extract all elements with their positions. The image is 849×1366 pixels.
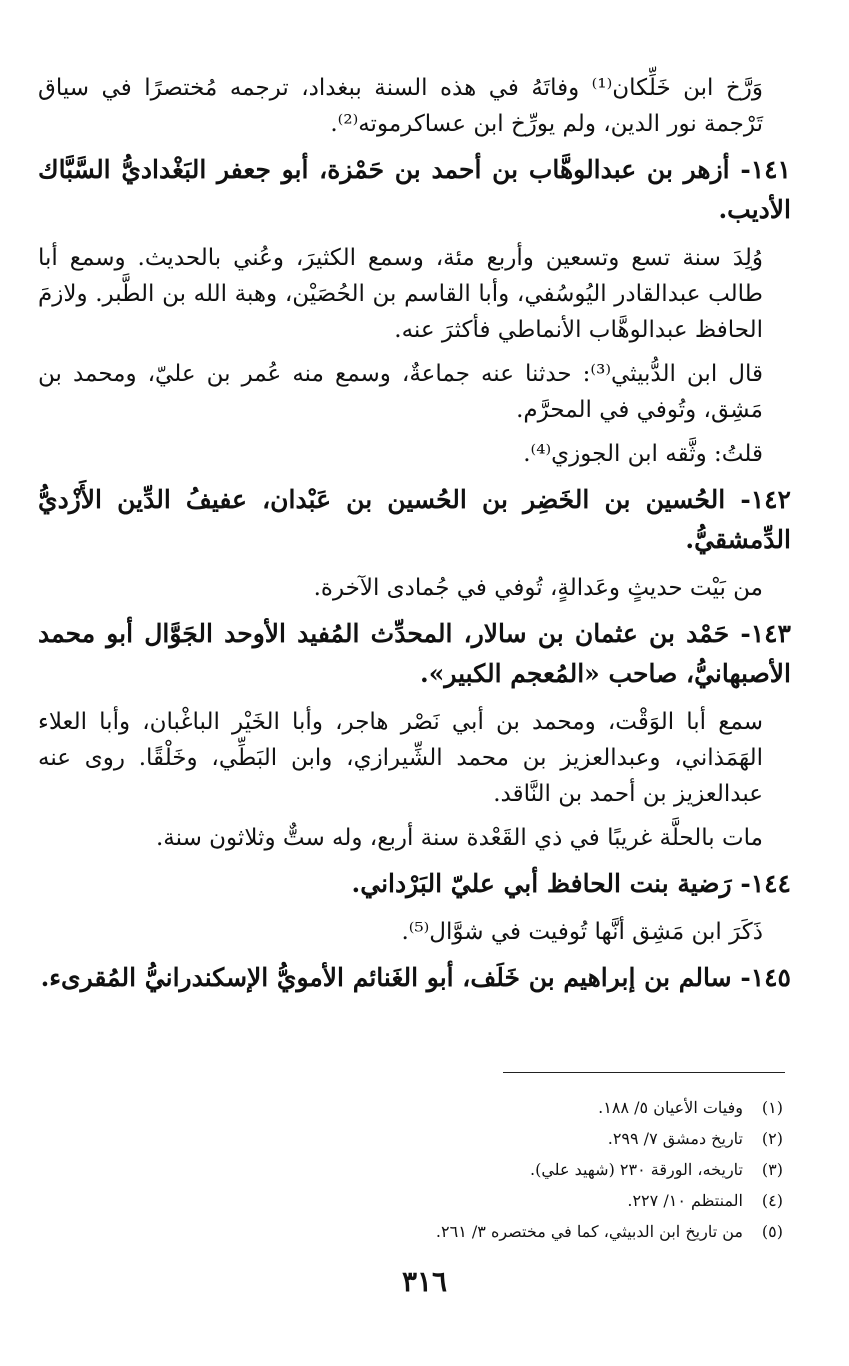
entry-144-paragraph: ذَكَرَ ابن مَشِق أنَّها تُوفيت في شوَّال⁽⁵⁾. xyxy=(401,919,763,945)
paragraph-intro: وَرَّخ ابن خَلِّكان⁽¹⁾ وفاتَهُ في هذه السنة ببغداد، ترجمه مُختصرًا في سياق تَرْجمة نور الدين، ولم يورِّخ ابن عساكرموته⁽²⁾. xyxy=(38,75,763,137)
entry-heading-143: ١٤٣- حَمْد بن عثمان بن سالار، المحدِّث المُفيد الأوحد الجَوَّال أبو محمد الأصبهانيُّ، صاحب «المُعجم الكبير». xyxy=(38,619,791,688)
entry-heading-144: ١٤٤- رَضية بنت الحافظ أبي عليّ البَرْداني. xyxy=(351,869,791,898)
footnote-text: من تاريخ ابن الدبيثي، كما في مختصره ٣/ ٢٦١. xyxy=(435,1222,743,1241)
footnote-marker: (٥) xyxy=(761,1222,783,1241)
entry-141-paragraph-1: وُلِدَ سنة تسع وتسعين وأربع مئة، وسمع الكثيرَ، وعُني بالحديث. وسمع أبا طالب عبدالقادر اليُوسُفي، وأبا القاسم بن الحُصَيْن، وهبة الله بن الطَّبر. ولازمَ الحافظ عبدالوهَّاب الأنماطي فأكثرَ عنه. xyxy=(38,245,763,343)
footnote-marker: (٤) xyxy=(761,1191,783,1210)
footnote-text: تاريخ دمشق ٧/ ٢٩٩. xyxy=(607,1129,743,1148)
entry-heading-145: ١٤٥- سالم بن إبراهيم بن خَلَف، أبو الغَنائم الأمويُّ الإسكندرانيُّ المُقرىء. xyxy=(40,963,791,992)
page-number: ٣١٦ xyxy=(401,1265,448,1298)
footnotes xyxy=(83,1092,783,1247)
entry-143-paragraph-1: سمع أبا الوَقْت، ومحمد بن أبي نَصْر هاجر، وأبا الخَيْر الباغْبان، وأبا العلاء الهَمَذاني، وعبدالعزيز بن محمد الشِّيرازي، وابن البَطِّي، وخَلْقًا. روى عنه عبدالعزيز بن أحمد بن النَّاقد. xyxy=(38,709,763,807)
entry-142-paragraph: من بَيْت حديثٍ وعَدالةٍ، تُوفي في جُمادى الآخرة. xyxy=(313,575,763,601)
entry-heading-142: ١٤٢- الحُسين بن الخَضِر بن الحُسين بن عَبْدان، عفيفُ الدِّين الأَزْديُّ الدِّمشقيُّ. xyxy=(38,485,791,554)
footnote-2 xyxy=(83,1123,783,1154)
footnote-4 xyxy=(83,1185,783,1216)
footnote-marker: (٣) xyxy=(761,1160,783,1179)
entry-141-paragraph-2: قال ابن الدُّبيثي⁽³⁾: حدثنا عنه جماعةٌ، وسمع منه عُمر بن عليّ، ومحمد بن مَشِق، وتُوفي في المحرَّم. xyxy=(38,361,763,423)
footnote-marker: (٢) xyxy=(761,1129,783,1148)
page-body xyxy=(38,70,791,1008)
footnote-3 xyxy=(83,1154,783,1185)
entry-143-paragraph-2: مات بالحلَّة غريبًا في ذي القَعْدة سنة أربع، وله ستٌّ وثلاثون سنة. xyxy=(155,825,763,851)
footnote-1 xyxy=(83,1092,783,1123)
footnote-5 xyxy=(83,1216,783,1247)
footnote-marker: (١) xyxy=(761,1098,783,1117)
footnote-text: تاريخه، الورقة ٢٣٠ (شهيد علي). xyxy=(529,1160,743,1179)
entry-141-paragraph-3: قلتُ: وثَّقه ابن الجوزي⁽⁴⁾. xyxy=(523,441,763,467)
footnote-text: المنتظم ١٠/ ٢٢٧. xyxy=(627,1191,743,1210)
entry-heading-141: ١٤١- أزهر بن عبدالوهَّاب بن أحمد بن حَمْزة، أبو جعفر البَغْداديُّ السَّبَّاك الأديب. xyxy=(38,155,791,224)
footnote-divider xyxy=(503,1072,785,1073)
footnote-text: وفيات الأعيان ٥/ ١٨٨. xyxy=(598,1098,743,1117)
